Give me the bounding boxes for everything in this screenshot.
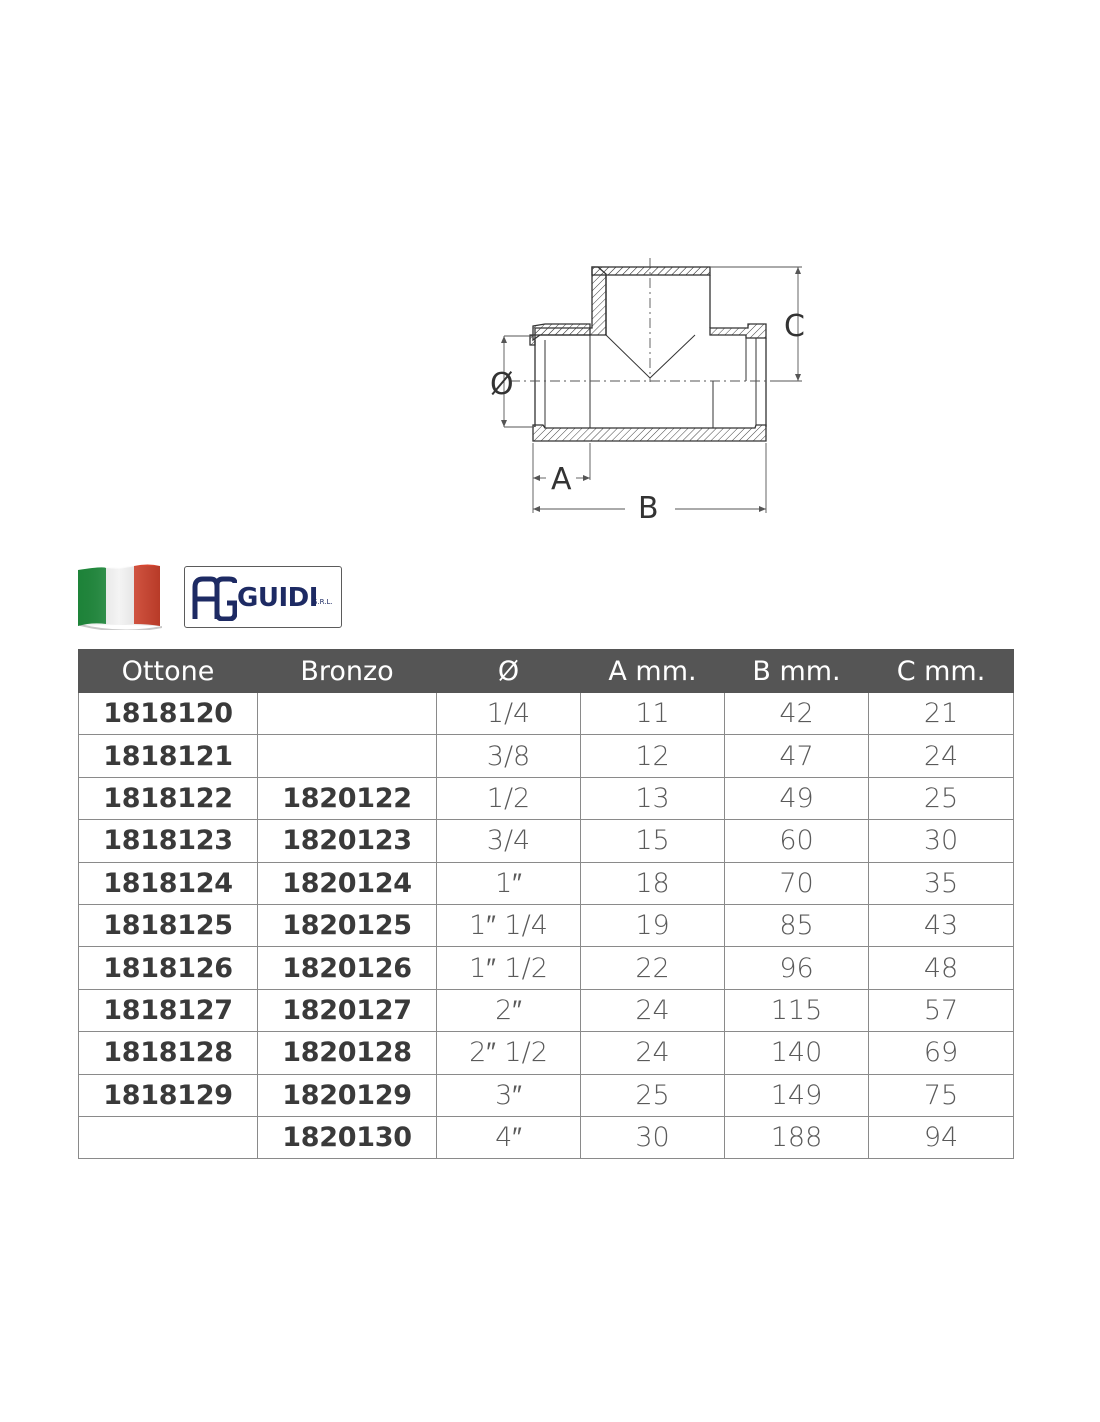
header-diameter: Ø [437,650,581,693]
cell-a: 19 [581,904,725,946]
dimension-b-label: B [638,491,659,526]
cell-c: 35 [869,862,1014,904]
guidi-logo [184,566,342,628]
cell-diameter: 4″ [437,1116,581,1158]
cell-bronzo: 1820127 [258,989,437,1031]
cell-b: 60 [725,820,869,862]
cell-bronzo [258,693,437,735]
header-b-mm: B mm. [725,650,869,693]
cell-a: 12 [581,735,725,777]
cell-diameter: 2″ [437,989,581,1031]
cell-ottone: 1818122 [79,777,258,819]
table-row [79,862,1014,904]
cell-bronzo [258,735,437,777]
table-row [79,989,1014,1031]
cell-c: 24 [869,735,1014,777]
cell-bronzo: 1820123 [258,820,437,862]
brand-suffix: S.R.L. [313,598,333,606]
cell-bronzo: 1820129 [258,1074,437,1116]
cell-c: 57 [869,989,1014,1031]
ag-logo-mark-icon [191,575,237,621]
cell-a: 24 [581,989,725,1031]
cell-c: 94 [869,1116,1014,1158]
cell-ottone: 1818129 [79,1074,258,1116]
dimension-c-label: C [784,309,805,344]
table-row [79,1116,1014,1158]
cell-b: 70 [725,862,869,904]
table-header-row [79,650,1014,693]
cell-ottone: 1818126 [79,947,258,989]
cell-c: 75 [869,1074,1014,1116]
cell-b: 115 [725,989,869,1031]
cell-c: 30 [869,820,1014,862]
cell-diameter: 1/4 [437,693,581,735]
header-ottone: Ottone [79,650,258,693]
table-row [79,693,1014,735]
cell-bronzo: 1820126 [258,947,437,989]
table-row [79,777,1014,819]
cell-diameter: 3/8 [437,735,581,777]
header-a-mm: A mm. [581,650,725,693]
table-row [79,820,1014,862]
table-row [79,1032,1014,1074]
dimension-a-label: A [551,462,572,497]
table-row [79,947,1014,989]
cell-c: 43 [869,904,1014,946]
cell-bronzo: 1820128 [258,1032,437,1074]
cell-b: 47 [725,735,869,777]
cell-a: 11 [581,693,725,735]
cell-b: 149 [725,1074,869,1116]
cell-b: 140 [725,1032,869,1074]
cell-a: 18 [581,862,725,904]
cell-a: 24 [581,1032,725,1074]
cell-diameter: 2″ 1/2 [437,1032,581,1074]
cell-b: 96 [725,947,869,989]
header-bronzo: Bronzo [258,650,437,693]
italy-flag-icon [78,564,164,630]
cell-diameter: 3″ [437,1074,581,1116]
cell-diameter: 1″ 1/4 [437,904,581,946]
cell-bronzo: 1820130 [258,1116,437,1158]
cell-bronzo: 1820122 [258,777,437,819]
cell-bronzo: 1820124 [258,862,437,904]
cell-ottone: 1818128 [79,1032,258,1074]
cell-b: 42 [725,693,869,735]
cell-c: 48 [869,947,1014,989]
table-row [79,904,1014,946]
table-row [79,735,1014,777]
cell-c: 69 [869,1032,1014,1074]
cell-diameter: 1/2 [437,777,581,819]
brand-name: GUIDI [237,583,318,613]
table-row [79,1074,1014,1116]
header-c-mm: C mm. [869,650,1014,693]
cell-diameter: 3/4 [437,820,581,862]
cell-ottone: 1818127 [79,989,258,1031]
cell-a: 25 [581,1074,725,1116]
cell-diameter: 1″ 1/2 [437,947,581,989]
cell-ottone: 1818124 [79,862,258,904]
cell-ottone: 1818125 [79,904,258,946]
cell-c: 21 [869,693,1014,735]
cell-diameter: 1″ [437,862,581,904]
cell-a: 22 [581,947,725,989]
cell-a: 15 [581,820,725,862]
cell-ottone: 1818123 [79,820,258,862]
specification-table [78,649,1014,1159]
cell-b: 85 [725,904,869,946]
cell-b: 188 [725,1116,869,1158]
tee-fitting-diagram [470,250,830,530]
cell-c: 25 [869,777,1014,819]
diameter-label: Ø [490,367,514,402]
cell-a: 30 [581,1116,725,1158]
tee-fitting-drawing [470,250,830,530]
cell-ottone: 1818121 [79,735,258,777]
cell-ottone: 1818120 [79,693,258,735]
cell-b: 49 [725,777,869,819]
cell-ottone [79,1116,258,1158]
cell-a: 13 [581,777,725,819]
cell-bronzo: 1820125 [258,904,437,946]
